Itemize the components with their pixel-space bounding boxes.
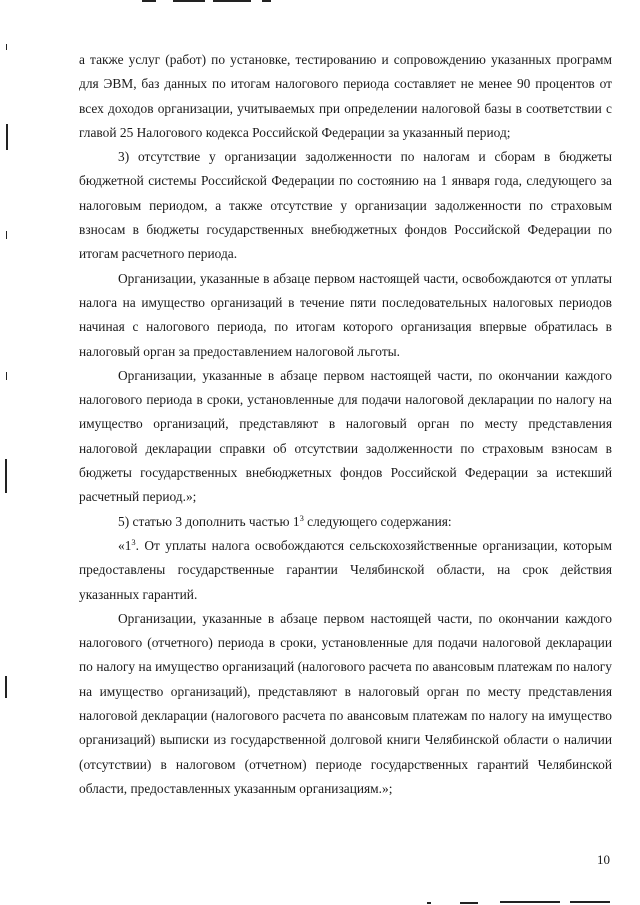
document-body (79, 48, 612, 801)
scan-mark-top-1 (142, 0, 156, 2)
paragraph-text: Организации, указанные в абзаце первом настоящей части, по окончании каждого налогового (отчетного) периода в сроки, установленные для подачи налоговой декларации по налогу на имущество организаций (налогового расчета по авансовым платежам по налогу на имущество организаций), представляют в налоговый орган по месту представления налоговой декларации (налогового расчета по авансовым платежам по налогу на имущество организаций) выписки из государственной долговой книги Челябинской области о наличии (отсутствии) в налоговом (отчетном) периоде государственных гарантий Челябинской области, предоставленных указанным организациям.»; (79, 610, 612, 796)
scan-mark-top-3 (213, 0, 251, 2)
scan-mark-left-6 (5, 676, 7, 698)
paragraph-text: 5) статью 3 дополнить частью 1 (118, 513, 300, 529)
scan-mark-left-1 (6, 44, 7, 50)
paragraph (79, 145, 612, 266)
scan-mark-left-5 (5, 459, 7, 493)
scan-mark-top-4 (262, 0, 271, 2)
paragraph (79, 48, 612, 145)
scan-mark-left-4 (6, 372, 7, 380)
paragraph-text: следующего содержания: (303, 513, 452, 529)
superscript: 3 (131, 536, 136, 547)
paragraph-text: . От уплаты налога освобождаются сельскохозяйственные организации, которым предоставлены государственные гарантии Челябинской области, на срок действия указанных гарантий. (79, 537, 612, 602)
scan-mark-left-3 (6, 231, 7, 239)
scan-mark-left-2 (6, 124, 8, 150)
scan-mark-top-2 (173, 0, 205, 2)
paragraph-text: 3) отсутствие у организации задолженности по налогам и сборам в бюджеты бюджетной системы Российской Федерации по состоянию на 1 января года, следующего за налоговым периодом, а также отсутствие у организации задолженности по страховым взносам в бюджеты государственных внебюджетных фондов Российской Федерации по итогам расчетного периода. (79, 149, 612, 262)
scan-mark-bottom-1 (427, 902, 431, 904)
paragraph-text: Организации, указанные в абзаце первом настоящей части, освобождаются от уплаты налога на имущество организаций в течение пяти последовательных налоговых периодов начиная с налогового периода, по итогам которого организация впервые обратилась в налоговый орган за предоставлением налоговой льготы. (79, 270, 612, 359)
paragraph (79, 534, 612, 607)
scan-mark-bottom-4 (570, 901, 610, 903)
paragraph (79, 364, 612, 510)
scan-mark-bottom-3 (500, 901, 560, 903)
paragraph (79, 267, 612, 364)
paragraph (79, 607, 612, 801)
paragraph-text: «1 (118, 537, 132, 553)
paragraph-text: Организации, указанные в абзаце первом настоящей части, по окончании каждого налогового периода в сроки, установленные для подачи налоговой декларации по налогу на имущество организаций, представляют в налоговый орган по месту представления налоговой декларации справки об отсутствии задолженности по страховым взносам в бюджеты государственных внебюджетных фондов Российской Федерации за истекший расчетный период.»; (79, 367, 612, 505)
paragraph (79, 510, 612, 534)
page-number: 10 (597, 852, 610, 867)
superscript: 3 (299, 512, 304, 523)
paragraph-text: а также услуг (работ) по установке, тестированию и сопровождению указанных программ для ЭВМ, баз данных по итогам налогового периода составляет не менее 90 процентов от всех доходов организации, учитываемых при определении налоговой базы в соответствии с главой 25 Налогового кодекса Российской Федерации за указанный период; (79, 52, 612, 140)
scan-mark-bottom-2 (460, 902, 478, 904)
